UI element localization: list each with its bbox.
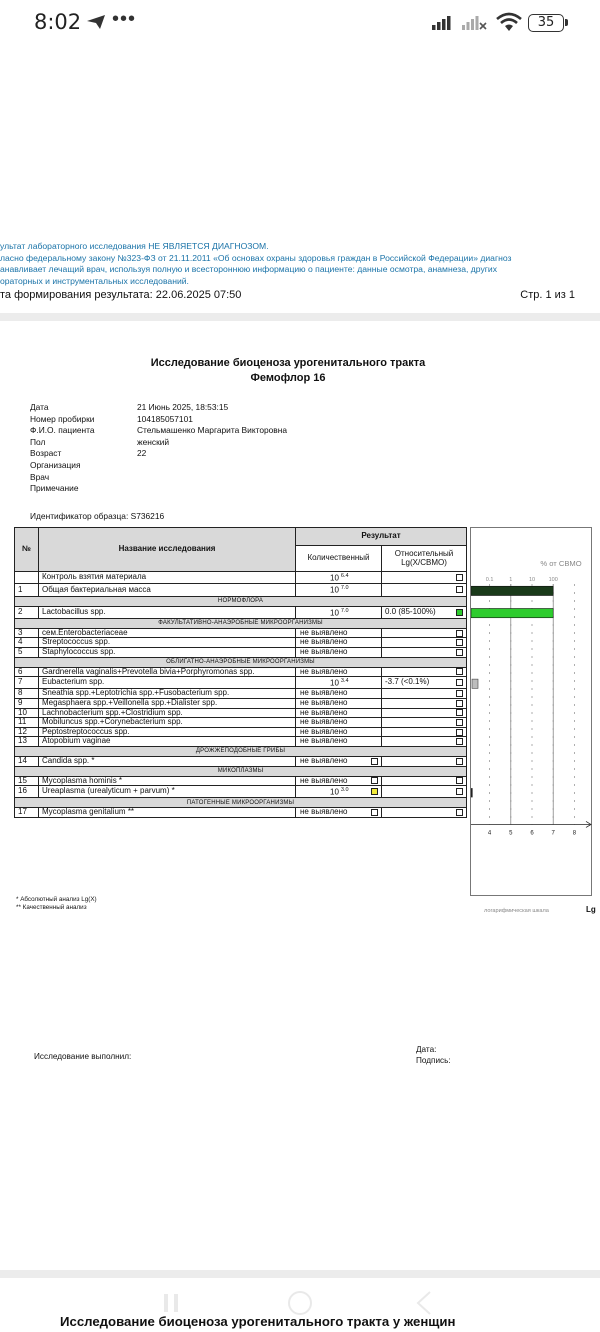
- status-time: 8:02: [34, 10, 82, 34]
- relative-cell: [382, 727, 467, 737]
- relative-value: 0.0 (85-100%): [385, 606, 436, 616]
- table-row: [15, 808, 467, 818]
- info-row: [30, 402, 287, 414]
- quant-flag-checkbox: [371, 758, 378, 765]
- section-label: ФАКУЛЬТАТИВНО-АНАЭРОБНЫЕ МИКРООРГАНИЗМЫ: [15, 618, 467, 628]
- quantitative-exponent: 3.0: [340, 787, 349, 794]
- quantitative-value: [300, 638, 347, 647]
- chart-panel: [470, 527, 592, 896]
- section-row: [15, 596, 467, 606]
- section-label: ОБЛИГАТНО-АНАЭРОБНЫЕ МИКРООРГАНИЗМЫ: [15, 657, 467, 667]
- relative-wrap: [385, 719, 463, 726]
- telegram-send-icon: [86, 14, 106, 30]
- test-name: Eubacterium spp.: [39, 677, 296, 689]
- quantitative-cell: [296, 584, 382, 596]
- x-tick-label: 7: [551, 830, 555, 837]
- table-row: [15, 737, 467, 747]
- relative-wrap: [385, 630, 463, 637]
- test-name: Peptostreptococcus spp.: [39, 727, 296, 737]
- quantitative-cell: [296, 737, 382, 747]
- quantitative-wrap: [300, 584, 378, 595]
- row-number: 14: [15, 756, 39, 766]
- quantitative-value: [300, 808, 347, 817]
- data-marker-row-7: [472, 679, 478, 688]
- quantitative-cell: [296, 786, 382, 798]
- results-table: [14, 527, 467, 818]
- chart-axis-label: Lg: [586, 905, 596, 914]
- quantitative-value: [300, 699, 347, 708]
- relative-flag-checkbox: [456, 668, 463, 675]
- info-value: 104185057101: [137, 413, 193, 424]
- info-value: Стельмашенко Маргарита Викторовна: [137, 425, 288, 436]
- test-name: Lachnobacterium spp.+Clostridium spp.: [39, 708, 296, 718]
- quantitative-base: не выявлено: [300, 688, 348, 698]
- table-row: [15, 756, 467, 766]
- quantitative-cell: [296, 638, 382, 648]
- info-key: Организация: [30, 459, 81, 470]
- quantitative-base: не выявлено: [300, 628, 348, 637]
- battery-tip: [565, 19, 568, 26]
- relative-flag-checkbox: [456, 700, 463, 707]
- quantitative-value: [300, 648, 347, 657]
- test-name: Общая бактериальная масса: [39, 584, 296, 596]
- info-row: [30, 448, 287, 460]
- table-row: [15, 776, 467, 786]
- signature-label: Подпись:: [416, 1055, 451, 1065]
- signal-icon: [432, 14, 456, 30]
- relative-wrap: [385, 649, 463, 656]
- quantitative-cell: [296, 667, 382, 677]
- relative-cell: [382, 647, 467, 657]
- info-value: женский: [137, 436, 170, 447]
- quantitative-base: не выявлено: [300, 736, 348, 746]
- sample-id: Идентификатор образца: S736216: [30, 511, 165, 521]
- wifi-icon: [496, 12, 522, 32]
- quantitative-base: не выявлено: [300, 807, 348, 817]
- col-relative-header: [382, 546, 467, 572]
- quantitative-wrap: [300, 728, 378, 737]
- row-number: 11: [15, 718, 39, 728]
- quantitative-value: [300, 668, 347, 677]
- performed-by-label: Исследование выполнил:: [34, 1052, 132, 1061]
- relative-cell: [382, 808, 467, 818]
- relative-cell: [382, 572, 467, 584]
- test-name: Gardnerella vaginalis+Prevotella bivia+Porphyromonas spp.: [39, 667, 296, 677]
- relative-wrap: [385, 639, 463, 646]
- table-row: [15, 638, 467, 648]
- quantitative-wrap: [300, 786, 378, 797]
- quantitative-cell: [296, 776, 382, 786]
- quantitative-base: не выявлено: [300, 756, 348, 765]
- section-row: [15, 618, 467, 628]
- section-row: [15, 766, 467, 776]
- footnote: * Абсолютный анализ Lg(X): [16, 896, 97, 903]
- quantitative-base: не выявлено: [300, 708, 348, 717]
- top-scale-label: 0.1: [485, 577, 494, 583]
- quantitative-wrap: [300, 718, 378, 727]
- test-name: Ureaplasma (urealyticum + parvum) *: [39, 786, 296, 798]
- relative-wrap: [385, 758, 463, 765]
- data-bar-row-2: [471, 609, 553, 618]
- info-row: [30, 414, 287, 426]
- table-row: [15, 667, 467, 677]
- test-name: Mycoplasma genitalium **: [39, 808, 296, 818]
- page-divider: [0, 313, 600, 321]
- table-row: [15, 708, 467, 718]
- section-label: МИКОПЛАЗМЫ: [15, 766, 467, 776]
- relative-wrap: [385, 709, 463, 716]
- table-row: [15, 628, 467, 638]
- quantitative-value: [300, 607, 349, 618]
- table-row: [15, 647, 467, 657]
- quant-flag-checkbox: [371, 777, 378, 784]
- quant-flag-checkbox: [371, 809, 378, 816]
- row-number: 3: [15, 628, 39, 638]
- relative-flag-checkbox: [456, 586, 463, 593]
- quantitative-value: [300, 737, 347, 746]
- row-number: 2: [15, 606, 39, 618]
- relative-cell: [382, 737, 467, 747]
- table-row: [15, 698, 467, 708]
- document-title-main: Исследование биоценоза урогенитального тракта: [150, 357, 426, 369]
- test-name: Контроль взятия материала: [39, 572, 296, 584]
- relative-flag-checkbox: [456, 630, 463, 637]
- quant-flag-checkbox: [371, 788, 378, 795]
- test-name: Atopobium vaginae: [39, 737, 296, 747]
- relative-wrap: [385, 574, 463, 581]
- date-label: Дата:: [416, 1045, 437, 1054]
- top-scale-label: 10: [528, 577, 536, 583]
- quantitative-wrap: [300, 668, 378, 677]
- quantitative-cell: [296, 698, 382, 708]
- info-key: Дата: [30, 402, 49, 412]
- quantitative-value: [300, 689, 347, 698]
- quantitative-value: [300, 584, 349, 595]
- info-row: [30, 437, 287, 449]
- info-row: [30, 425, 287, 437]
- section-label: ДРОЖЖЕПОДОБНЫЕ ГРИБЫ: [15, 746, 467, 756]
- quantitative-exponent: 3.4: [340, 678, 349, 685]
- row-number: 8: [15, 689, 39, 699]
- info-key: Врач: [30, 471, 50, 482]
- info-value: 21 Июнь 2025, 18:53:15: [137, 402, 229, 412]
- relative-value: -3.7 (<0.1%): [385, 677, 430, 687]
- document-subtitle: Фемофлор 16: [250, 372, 326, 384]
- relative-wrap: [385, 788, 463, 795]
- quantitative-base: 10: [330, 787, 339, 797]
- row-number: 16: [15, 786, 39, 798]
- quantitative-base: 10: [330, 608, 339, 618]
- footnotes: [16, 896, 97, 912]
- quantitative-value: [300, 718, 347, 727]
- test-name: Megasphaera spp.+Veillonella spp.+Dialister spp.: [39, 698, 296, 708]
- quantitative-wrap: [300, 677, 378, 688]
- relative-flag-checkbox: [456, 777, 463, 784]
- relative-wrap: [385, 668, 463, 675]
- table-row: [15, 606, 467, 618]
- quantitative-wrap: [300, 737, 378, 746]
- chart-title: % от СВМО: [540, 559, 582, 568]
- relative-flag-checkbox: [456, 679, 463, 686]
- quantitative-cell: [296, 708, 382, 718]
- info-value: 22: [137, 448, 147, 459]
- disclaimer-line: ласно федеральному закону №323-ФЗ от 21.11.2011 «Об основах охраны здоровья граждан в Российской Федерации» диагноз: [0, 252, 512, 263]
- quantitative-wrap: [300, 572, 378, 583]
- quantitative-cell: [296, 727, 382, 737]
- relative-flag-checkbox: [456, 738, 463, 745]
- test-name: Streptococcus spp.: [39, 638, 296, 648]
- quantitative-wrap: [300, 648, 378, 657]
- relative-flag-checkbox: [456, 788, 463, 795]
- x-tick-label: 4: [487, 830, 492, 837]
- quantitative-cell: [296, 606, 382, 618]
- table-row: [15, 689, 467, 699]
- footnote: ** Качественный анализ: [16, 904, 87, 911]
- relative-cell: [382, 708, 467, 718]
- quantitative-wrap: [300, 808, 378, 817]
- info-row: [30, 483, 287, 495]
- relative-cell: [382, 677, 467, 689]
- col-name-header: Название исследования: [39, 528, 296, 572]
- section-label: НОРМОФЛОРА: [15, 596, 467, 606]
- relative-flag-checkbox: [456, 690, 463, 697]
- quantitative-wrap: [300, 777, 378, 786]
- quantitative-value: [300, 572, 349, 583]
- row-number: 7: [15, 677, 39, 689]
- relative-cell: [382, 689, 467, 699]
- relative-wrap: [385, 777, 463, 784]
- document-title: [0, 356, 576, 386]
- quantitative-cell: [296, 689, 382, 699]
- data-marker-row-16: [471, 788, 473, 797]
- relative-cell: [382, 756, 467, 766]
- relative-flag-checkbox: [456, 719, 463, 726]
- relative-cell: [382, 628, 467, 638]
- col-relative-line2: Lg(X/СВМО): [401, 557, 447, 567]
- x-tick-label: 5: [509, 830, 513, 837]
- quantitative-value: [300, 777, 347, 786]
- test-name: сем.Enterobacteriaceae: [39, 628, 296, 638]
- relative-flag-checkbox: [456, 574, 463, 581]
- battery-icon: [528, 14, 564, 32]
- col-relative-line1: Относительный: [394, 548, 454, 558]
- quantitative-wrap: [300, 709, 378, 718]
- quantitative-base: не выявлено: [300, 647, 348, 656]
- row-number: 10: [15, 708, 39, 718]
- top-scale-label: 1: [509, 577, 513, 583]
- quantitative-cell: [296, 677, 382, 689]
- info-key: Ф.И.О. пациента: [30, 425, 95, 436]
- relative-flag-checkbox: [456, 649, 463, 656]
- test-name: Sneathia spp.+Leptotrichia spp.+Fusobacterium spp.: [39, 689, 296, 699]
- quantitative-value: [300, 629, 347, 638]
- row-number: 6: [15, 667, 39, 677]
- relative-cell: [382, 718, 467, 728]
- quantitative-base: не выявлено: [300, 717, 348, 727]
- quantitative-cell: [296, 628, 382, 638]
- quantitative-value: [300, 786, 349, 797]
- relative-cell: [382, 584, 467, 596]
- test-name: Lactobacillus spp.: [39, 606, 296, 618]
- row-number: [15, 572, 39, 584]
- log-scale-chart: [471, 528, 593, 897]
- signature-block: [416, 1045, 451, 1066]
- quantitative-base: не выявлено: [300, 667, 348, 676]
- status-bar: [0, 0, 600, 46]
- section-row: [15, 798, 467, 808]
- page-number: Стр. 1 из 1: [520, 289, 575, 301]
- table-row: [15, 584, 467, 596]
- relative-flag-checkbox: [456, 729, 463, 736]
- table-row: [15, 677, 467, 689]
- quantitative-cell: [296, 718, 382, 728]
- relative-cell: [382, 606, 467, 618]
- quantitative-base: не выявлено: [300, 727, 348, 736]
- relative-wrap: [385, 586, 463, 593]
- quantitative-cell: [296, 808, 382, 818]
- table-row: [15, 727, 467, 737]
- quantitative-wrap: [300, 689, 378, 698]
- quantitative-wrap: [300, 699, 378, 708]
- more-notifications-icon: •••: [112, 8, 137, 30]
- test-name: Mobiluncus spp.+Corynebacterium spp.: [39, 718, 296, 728]
- quantitative-exponent: 7.0: [340, 607, 349, 614]
- page-divider: [0, 1270, 600, 1278]
- signal-off-icon: [462, 14, 488, 30]
- row-number: 4: [15, 638, 39, 648]
- relative-wrap: [385, 738, 463, 745]
- relative-flag-checkbox: [456, 709, 463, 716]
- quantitative-wrap: [300, 638, 378, 647]
- col-result-header: Результат: [296, 528, 467, 546]
- disclaimer-line: ультат лабораторного исследования НЕ ЯВЛЯЕТСЯ ДИАГНОЗОМ.: [0, 241, 269, 251]
- quantitative-cell: [296, 572, 382, 584]
- row-number: 12: [15, 727, 39, 737]
- section-row: [15, 746, 467, 756]
- relative-wrap: [385, 608, 463, 617]
- relative-cell: [382, 776, 467, 786]
- table-row: [15, 718, 467, 728]
- disclaimer-line: ораторных и инструментальных исследований.: [0, 275, 189, 286]
- relative-wrap: [385, 700, 463, 707]
- next-page-title: Исследование биоценоза урогенитального тракта у женщин: [60, 1314, 456, 1329]
- quantitative-wrap: [300, 757, 378, 766]
- relative-wrap: [385, 678, 463, 687]
- top-scale-label: 100: [548, 577, 558, 583]
- row-number: 15: [15, 776, 39, 786]
- relative-cell: [382, 667, 467, 677]
- quantitative-base: не выявлено: [300, 698, 348, 707]
- quantitative-value: [300, 677, 349, 688]
- quantitative-value: [300, 728, 347, 737]
- section-label: ПАТОГЕННЫЕ МИКРООРГАНИЗМЫ: [15, 798, 467, 808]
- relative-wrap: [385, 809, 463, 816]
- quantitative-cell: [296, 647, 382, 657]
- x-tick-label: 8: [572, 830, 577, 837]
- quantitative-base: 10: [330, 678, 339, 688]
- test-name: Candida spp. *: [39, 756, 296, 766]
- info-key: Возраст: [30, 448, 62, 459]
- quantitative-base: 10: [330, 573, 339, 583]
- quantitative-base: 10: [330, 585, 339, 595]
- row-number: 17: [15, 808, 39, 818]
- relative-cell: [382, 698, 467, 708]
- x-tick-label: 6: [530, 830, 534, 837]
- quantitative-exponent: 6.4: [340, 573, 349, 579]
- table-row: [15, 786, 467, 798]
- test-name: Mycoplasma hominis *: [39, 776, 296, 786]
- quantitative-value: [300, 709, 347, 718]
- data-bar-row-1: [471, 586, 553, 595]
- quantitative-base: не выявлено: [300, 637, 348, 647]
- quantitative-value: [300, 757, 347, 766]
- info-row: [30, 472, 287, 484]
- relative-cell: [382, 786, 467, 798]
- info-key: Номер пробирки: [30, 413, 95, 424]
- info-key: Примечание: [30, 483, 79, 494]
- quantitative-wrap: [300, 629, 378, 638]
- row-number: 5: [15, 647, 39, 657]
- section-row: [15, 657, 467, 667]
- col-quant-header: Количественный: [296, 546, 382, 572]
- disclaimer: [0, 241, 600, 287]
- quantitative-wrap: [300, 607, 378, 618]
- info-key: Пол: [30, 436, 46, 447]
- patient-info: [30, 402, 287, 495]
- generation-date: та формирования результата: 22.06.2025 07:50: [0, 289, 242, 301]
- relative-flag-checkbox: [456, 809, 463, 816]
- relative-wrap: [385, 690, 463, 697]
- row-number: 1: [15, 584, 39, 596]
- test-name: Staphylococcus spp.: [39, 647, 296, 657]
- row-number: 9: [15, 698, 39, 708]
- quantitative-exponent: 7.0: [340, 585, 349, 592]
- relative-flag-checkbox: [456, 639, 463, 646]
- relative-flag-checkbox: [456, 758, 463, 765]
- info-row: [30, 460, 287, 472]
- table-row: [15, 572, 467, 584]
- disclaimer-line: анавливает лечащий врач, используя полную и всестороннюю информацию о пациенте: данные осмотра, анамнеза, других: [0, 264, 498, 275]
- quantitative-cell: [296, 756, 382, 766]
- col-number-header: №: [15, 528, 39, 572]
- chart-xlabel: логарифмическая шкала: [484, 908, 549, 914]
- relative-flag-checkbox: [456, 609, 463, 616]
- relative-wrap: [385, 729, 463, 736]
- relative-cell: [382, 638, 467, 648]
- row-number: 13: [15, 737, 39, 747]
- battery-level: 35: [537, 15, 555, 30]
- quantitative-base: не выявлено: [300, 776, 348, 785]
